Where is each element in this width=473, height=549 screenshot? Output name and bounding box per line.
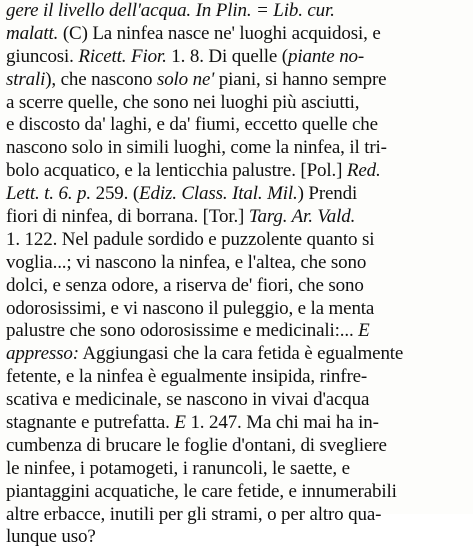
text-span: piantaggini acquatiche, le care fetide, e innumerabili [6,480,397,502]
text-span: 259. ( [91,183,140,205]
text-span: voglia...; vi nascono la ninfea, e l'altea, che sono [6,251,367,273]
italic-text-span: gere il livello dell'acqua. In Plin. = Lib. cur. [6,0,335,21]
text-line [6,504,468,527]
text-span: 1. 8. Di quelle ( [166,45,288,67]
text-line [6,92,468,115]
italic-text-span: Red. [346,160,381,182]
text-line [6,23,468,46]
text-line [6,183,468,206]
italic-text-span: Ediz. Class. Ital. Mil. [139,183,298,205]
text-span: palustre che sono odorosissime e medicinali:... [6,320,359,342]
italic-text-span: E [358,320,370,342]
text-line [6,46,468,69]
text-span: ) Prendi [297,183,358,205]
text-line [6,435,468,458]
text-span: stagnante e putrefatta. [6,412,175,434]
text-line [6,343,468,366]
text-line [6,69,468,92]
text-span: e discosto da' laghi, e da' fiumi, eccetto quelle che [6,114,378,136]
text-line [6,137,468,160]
italic-text-span: solo ne' [156,68,215,90]
text-span: odorosissimi, e vi nascono il puleggio, e la menta [6,297,375,319]
text-span: lunque uso? [6,526,96,548]
text-span: a scerre quelle, che sono nei luoghi più asciutti, [6,91,360,113]
text-span: ), che nascono [45,68,157,90]
text-line [6,320,468,343]
text-span: le ninfee, i potamogeti, i ranuncoli, le saette, e [6,457,350,479]
text-line [6,526,468,549]
text-line [6,229,468,252]
text-span: giuncosi. [6,45,79,67]
italic-text-span: Ricett. Fior. [78,45,167,67]
text-span: (C) La ninfea nasce ne' luoghi acquidosi, e [58,22,381,44]
text-span: fiori di ninfea, di borrana. [Tor.] [6,206,249,228]
italic-text-span: Lett. t. 6. p. [6,183,91,205]
text-span: bolo acquatico, e la lenticchia palustre. [Pol.] [6,160,347,182]
text-span: altre erbacce, inutili per gli strami, o per altro qua- [6,503,382,525]
text-span: dolci, e senza odore, a riserva de' fiori, che sono [6,274,364,296]
text-line [6,366,468,389]
text-span: nascono solo in simili luoghi, come la ninfea, il tri- [6,137,387,159]
italic-text-span: malatt. [6,22,59,44]
dictionary-entry-text [6,0,468,549]
text-line [6,298,468,321]
text-line [6,412,468,435]
text-line [6,458,468,481]
italic-text-span: strali [6,68,46,90]
text-line [6,252,468,275]
text-line [6,114,468,137]
text-span: cumbenza di brucare le foglie d'ontani, di svegliere [6,434,387,456]
italic-text-span: E [174,412,186,434]
italic-text-span: appresso: [6,343,79,365]
italic-text-span: piante no- [288,45,365,67]
text-span: fetente, e la ninfea è egualmente insipida, rinfre- [6,366,368,388]
text-span: Aggiungasi che la cara fetida è egualmente [78,343,404,365]
text-line [6,160,468,183]
text-line [6,206,468,229]
text-span: 1. 247. Ma chi mai ha in- [185,412,379,434]
italic-text-span: Targ. Ar. Vald. [248,206,356,228]
text-line [6,481,468,504]
text-span: scativa e medicinale, se nascono in vivai d'acqua [6,389,370,411]
text-span: piani, si hanno sempre [214,68,387,90]
text-line [6,0,468,23]
text-line [6,389,468,412]
text-span: 1. 122. Nel padule sordido e puzzolente quanto si [6,228,375,250]
text-line [6,275,468,298]
